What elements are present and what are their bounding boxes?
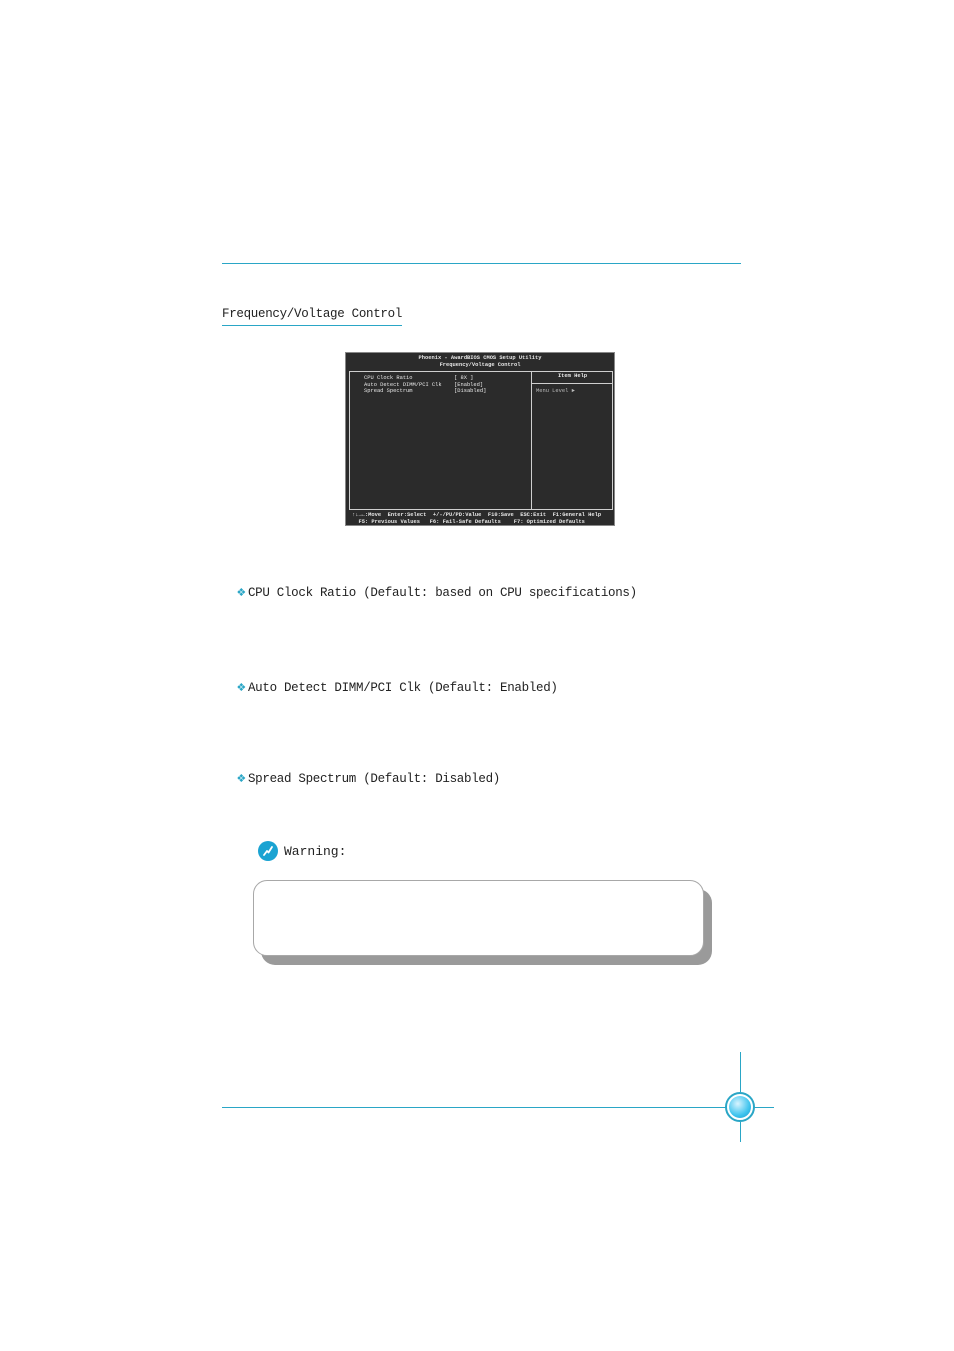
bios-subtitle: Frequency/Voltage Control: [439, 361, 521, 368]
bios-footer-line2: F5: Previous Values F6: Fail-Safe Defaults F7: Optimized Defaults: [352, 518, 585, 525]
bios-screenshot: [345, 352, 615, 526]
option-auto-detect: [222, 667, 558, 695]
bios-value-spread-spectrum: [Disabled]: [454, 388, 487, 394]
bios-header: [346, 355, 614, 368]
option-spread-spectrum: [222, 758, 500, 786]
page-marker-line-top: [740, 1052, 741, 1092]
bios-menu-level: Menu Level ►: [536, 388, 575, 394]
section-title: Frequency/Voltage Control: [222, 307, 402, 326]
option-text: CPU Clock Ratio (Default: based on CPU specifications): [247, 586, 637, 600]
warning-icon: [258, 841, 278, 861]
diamond-bullet-icon: ❖: [236, 772, 246, 785]
option-text: Spread Spectrum (Default: Disabled): [247, 772, 501, 786]
bios-title: Phoenix - AwardBIOS CMOS Setup Utility: [418, 355, 542, 361]
top-divider: [222, 263, 741, 264]
bios-frame: [349, 371, 613, 510]
bios-item-cpu-clock-ratio: CPU Clock Ratio: [364, 375, 413, 381]
bios-item-auto-detect: Auto Detect DIMM/PCI Clk: [364, 381, 442, 388]
bios-value-auto-detect: [Enabled]: [454, 381, 484, 388]
diamond-bullet-icon: ❖: [236, 586, 246, 599]
bios-help-title: Item Help: [557, 373, 588, 379]
page-circle-fill: [729, 1096, 751, 1118]
warning-box: [253, 880, 704, 956]
bios-value-cpu-clock-ratio: [ 8X ]: [454, 375, 474, 381]
option-cpu-clock-ratio: [222, 572, 637, 600]
option-text: Auto Detect DIMM/PCI Clk (Default: Enabled): [247, 681, 558, 695]
bios-divider: [531, 372, 532, 509]
bios-footer-line1: ↑↓→←:Move Enter:Select +/-/PU/PD:Value F10:Save ESC:Exit F1:General Help: [352, 512, 602, 518]
page-marker-line-bottom: [740, 1122, 741, 1142]
warning-label: Warning:: [284, 844, 347, 859]
diamond-bullet-icon: ❖: [236, 681, 246, 694]
page-circle-icon: [725, 1092, 755, 1122]
bios-help-separator: [532, 383, 613, 384]
bottom-divider: [222, 1107, 774, 1108]
bios-item-spread-spectrum: Spread Spectrum: [364, 388, 413, 394]
